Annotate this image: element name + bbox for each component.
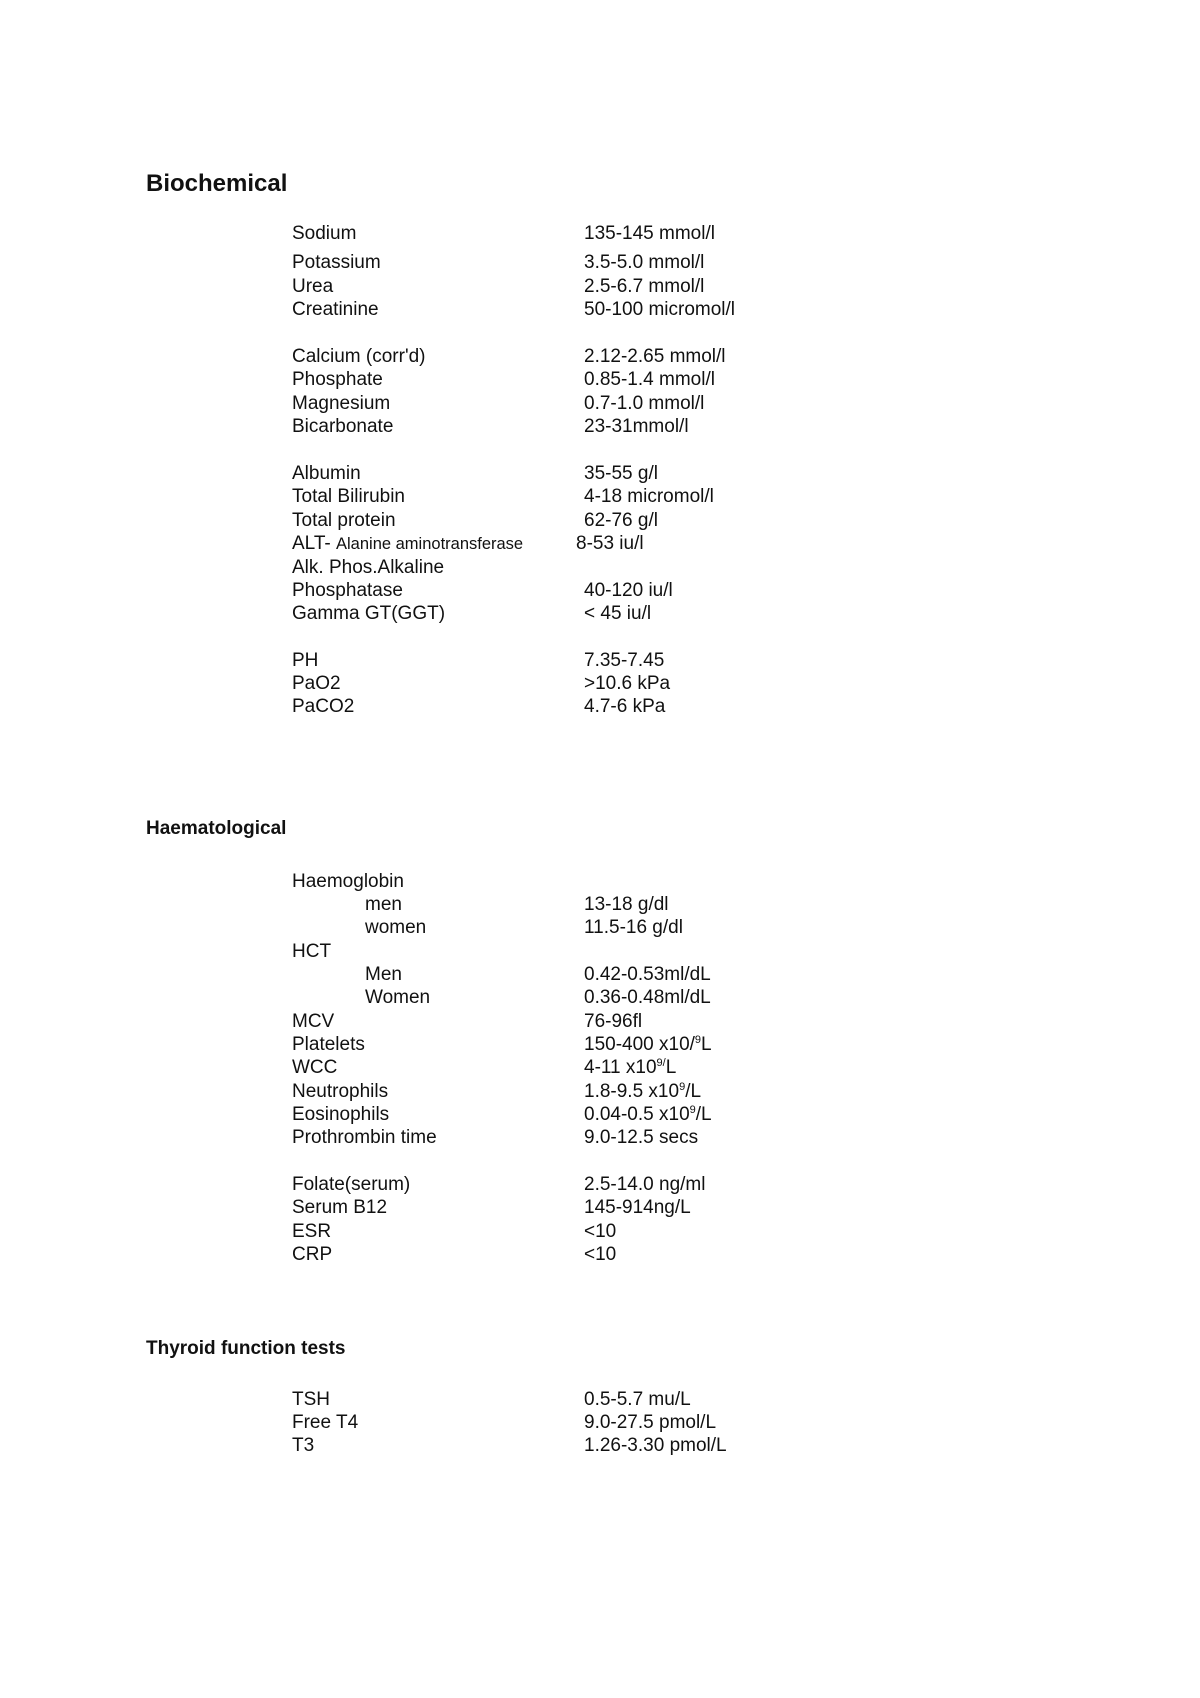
test-label: Neutrophils (292, 1081, 389, 1102)
table-row (0, 870, 1200, 894)
test-label: Calcium (corr'd) (292, 346, 426, 367)
unit-text: L (665, 1057, 677, 1078)
reference-range: <10 (584, 1244, 617, 1265)
table-row (0, 532, 1200, 556)
test-label: Haemoglobin (292, 871, 404, 892)
test-label (292, 532, 523, 556)
test-label: PaCO2 (292, 696, 355, 717)
unit-text: /L (695, 1104, 712, 1125)
test-label: MCV (292, 1011, 335, 1032)
table-row (0, 1434, 1200, 1458)
table-row (0, 251, 1200, 275)
unit-text: L (701, 1034, 712, 1055)
reference-range: >10.6 kPa (584, 673, 671, 694)
reference-range: 2.12-2.65 mmol/l (584, 346, 726, 367)
test-label: Folate(serum) (292, 1174, 411, 1195)
table-row (0, 916, 1200, 940)
table-row (0, 940, 1200, 964)
table-row (0, 222, 1200, 246)
test-label: Total Bilirubin (292, 486, 405, 507)
test-label-small: Alanine aminotransferase (336, 535, 524, 553)
test-label: Sodium (292, 223, 357, 244)
table-row (0, 462, 1200, 486)
table-row (0, 649, 1200, 673)
reference-range: 50-100 micromol/l (584, 299, 735, 320)
superscript: 9 (694, 1034, 702, 1046)
test-label: TSH (292, 1389, 330, 1410)
reference-range: 40-120 iu/l (584, 580, 673, 601)
range-text: 0.04-0.5 x10 (584, 1104, 690, 1125)
test-label: Platelets (292, 1034, 365, 1055)
test-label: Urea (292, 276, 334, 297)
table-row (0, 579, 1200, 603)
range-text: 150-400 x10/ (584, 1034, 695, 1055)
table-row (0, 1173, 1200, 1197)
reference-range (584, 1080, 701, 1104)
test-sublabel: men (365, 894, 402, 915)
test-label: Bicarbonate (292, 416, 394, 437)
test-label: Gamma GT(GGT) (292, 603, 446, 624)
reference-range: 76-96fl (584, 1011, 643, 1032)
table-row (0, 298, 1200, 322)
reference-range: 8-53 iu/l (576, 533, 644, 554)
table-row (0, 1196, 1200, 1220)
test-label: PH (292, 650, 319, 671)
table-row (0, 1103, 1200, 1127)
test-sublabel: women (365, 917, 427, 938)
table-row (0, 485, 1200, 509)
superscript: 9/ (656, 1057, 666, 1069)
test-label: Prothrombin time (292, 1127, 437, 1148)
test-label: Eosinophils (292, 1104, 390, 1125)
table-row (0, 672, 1200, 696)
reference-range: 4.7-6 kPa (584, 696, 666, 717)
test-label: Albumin (292, 463, 361, 484)
table-row (0, 1411, 1200, 1435)
table-row (0, 392, 1200, 416)
range-text: 4-11 x10 (584, 1057, 657, 1078)
reference-range (584, 1033, 712, 1057)
test-label: WCC (292, 1057, 338, 1078)
reference-range (584, 1056, 676, 1080)
table-row (0, 1220, 1200, 1244)
reference-range (584, 1103, 712, 1127)
reference-range: 0.36-0.48ml/dL (584, 987, 711, 1008)
unit-text: /L (685, 1081, 702, 1102)
superscript: 9 (679, 1081, 686, 1093)
biochemical-heading: Biochemical (146, 170, 288, 197)
table-row (0, 509, 1200, 533)
table-row (0, 893, 1200, 917)
reference-range: 135-145 mmol/l (584, 223, 715, 244)
reference-range: < 45 iu/l (584, 603, 652, 624)
test-label: Serum B12 (292, 1197, 388, 1218)
reference-range: 145-914ng/L (584, 1197, 691, 1218)
test-label: Potassium (292, 252, 381, 273)
reference-range: 3.5-5.0 mmol/l (584, 252, 705, 273)
table-row (0, 415, 1200, 439)
reference-range: 0.85-1.4 mmol/l (584, 369, 715, 390)
table-row (0, 602, 1200, 626)
test-label: Magnesium (292, 393, 391, 414)
thyroid-heading: Thyroid function tests (146, 1338, 346, 1359)
superscript: 9 (689, 1104, 696, 1116)
test-label: PaO2 (292, 673, 341, 694)
table-row (0, 1126, 1200, 1150)
reference-range: 9.0-12.5 secs (584, 1127, 699, 1148)
table-row (0, 1056, 1200, 1080)
reference-range: 4-18 micromol/l (584, 486, 714, 507)
test-label: Phosphatase (292, 580, 403, 601)
range-text: 1.8-9.5 x10 (584, 1081, 680, 1102)
table-row (0, 963, 1200, 987)
test-label: HCT (292, 941, 332, 962)
table-row (0, 556, 1200, 580)
table-row (0, 1010, 1200, 1034)
reference-range: 23-31mmol/l (584, 416, 689, 437)
test-label: Creatinine (292, 299, 379, 320)
reference-range: <10 (584, 1221, 617, 1242)
reference-range: 2.5-6.7 mmol/l (584, 276, 705, 297)
table-row (0, 986, 1200, 1010)
test-sublabel: Women (365, 987, 431, 1008)
reference-range: 2.5-14.0 ng/ml (584, 1174, 706, 1195)
table-row (0, 1243, 1200, 1267)
reference-range: 0.5-5.7 mu/L (584, 1389, 691, 1410)
reference-range: 35-55 g/l (584, 463, 658, 484)
reference-range: 13-18 g/dl (584, 894, 669, 915)
test-label: ESR (292, 1221, 332, 1242)
reference-range: 11.5-16 g/dl (584, 917, 683, 938)
reference-range: 9.0-27.5 pmol/L (584, 1412, 717, 1433)
reference-range: 7.35-7.45 (584, 650, 665, 671)
table-row (0, 345, 1200, 369)
table-row (0, 695, 1200, 719)
test-sublabel: Men (365, 964, 402, 985)
test-label: Free T4 (292, 1412, 359, 1433)
table-row (0, 368, 1200, 392)
test-label-prefix: ALT- (292, 533, 336, 554)
table-row (0, 1033, 1200, 1057)
table-row (0, 275, 1200, 299)
haematological-heading: Haematological (146, 818, 287, 839)
reference-range: 0.42-0.53ml/dL (584, 964, 711, 985)
reference-range: 0.7-1.0 mmol/l (584, 393, 705, 414)
reference-range: 62-76 g/l (584, 510, 658, 531)
test-label: T3 (292, 1435, 315, 1456)
table-row (0, 1388, 1200, 1412)
reference-range: 1.26-3.30 pmol/L (584, 1435, 727, 1456)
test-label: Alk. Phos.Alkaline (292, 557, 445, 578)
test-label: CRP (292, 1244, 333, 1265)
table-row (0, 1080, 1200, 1104)
test-label: Total protein (292, 510, 396, 531)
test-label: Phosphate (292, 369, 383, 390)
